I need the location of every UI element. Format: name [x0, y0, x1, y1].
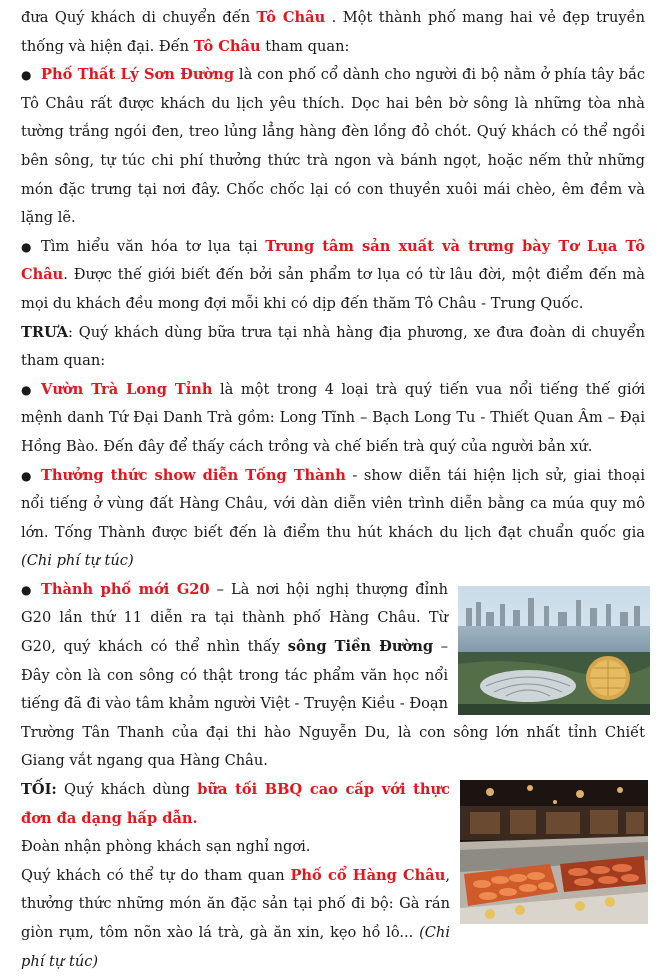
bullet-icon: ●: [21, 239, 32, 254]
bullet-text: là một trong 4 loại trà quý tiến vua nổi tiếng thế giới mệnh danh Tứ Đại Danh Trà gồm: Long Tĩnh – Bạch Long Tu - Thiết Quan Âm – Đại Hồng Bào. Đến đây để thấy cách trồng và chế biến trà quý của người bản xứ.: [21, 380, 646, 455]
place-to-chau: Tô Châu: [256, 9, 326, 26]
bullet-silk-center: [21, 233, 645, 319]
bullet-icon: ●: [21, 468, 32, 483]
place-to-chau: Tô Châu: [193, 37, 261, 55]
bullet-text: Tìm hiểu văn hóa tơ lụa tại: [41, 237, 266, 255]
cost-note: (Chi phí tự túc): [21, 552, 134, 570]
place-title: Thưởng thức show diễn Tống Thành: [41, 466, 346, 484]
bullet-icon: ●: [21, 382, 32, 397]
lunch-paragraph: [21, 319, 645, 376]
bullet-text: - show diễn tái hiện lịch sử, giai thoại nổi tiếng ở vùng đất Hàng Châu, với dàn diễn viên trình diễn bằng ca múa quy mô lớn. Tống Thành được biết đến là điểm thu hút khách du lịch đạt chuẩn quốc gia: [21, 466, 645, 541]
free-time-text: , thưởng thức những món ăn đặc sản tại phố đi bộ: Gà rán giòn rụm, tôm nõn xào lá trà, gà ăn xin, kẹo hồ lô...: [21, 866, 450, 941]
lunch-text: : Quý khách dùng bữa trưa tại nhà hàng địa phương, xe đưa đoàn di chuyển tham quan:: [21, 323, 645, 370]
place-title: Thành phố mới G20: [41, 580, 210, 598]
evening-label: TỐI:: [21, 781, 57, 799]
bullet-text: – Là nơi hội nghị thượng đỉnh G20 lần thứ 11 diễn ra tại thành phố Hàng Châu. Từ G20, quý khách có thể nhìn thấy: [21, 580, 449, 656]
document-page: [21, 4, 645, 976]
bullet-icon: ●: [21, 68, 32, 83]
intro-text: . Một thành phố mang hai vẻ đẹp truyền thống và hiện đại. Đến: [21, 9, 645, 55]
place-title: Phố cổ Hàng Châu: [290, 866, 446, 884]
cost-note: (Chi phí tự túc): [21, 924, 450, 970]
bullet-that-ly-son-duong: [21, 61, 645, 233]
place-title: Vườn Trà Long Tỉnh: [41, 380, 213, 398]
bullet-text: . Được thế giới biết đến bởi sản phẩm tơ lụa có từ lâu đời, một điểm đến mà mọi du khách đều mong đợi mỗi khi có dịp đến thăm Tô Châu - Trung Quốc.: [21, 266, 645, 312]
bullet-long-tinh-tea: [21, 376, 645, 462]
bullet-text: là con phố cổ dành cho người đi bộ nằm ở phía tây bắc Tô Châu rất được khách du lịch yêu thích. Dọc hai bên bờ sông là những tòa nhà tường trắng ngói đen, treo lủng lẳng hàng đèn lồng đỏ chót. Quý khách có thể ngồi bên sông, tự túc chi phí thưởng thức trà ngon và bánh ngọt, hoặc nếm thử những món đặc trưng tại nơi đây. Chốc chốc lại có con thuyền xuôi mái chèo, êm đềm và lặng lẽ.: [21, 66, 646, 227]
bullet-icon: ●: [21, 582, 32, 597]
place-title: Phố Thất Lý Sơn Đường: [41, 66, 235, 84]
g20-city-photo: [458, 586, 650, 715]
river-name: sông Tiền Đường: [287, 638, 434, 656]
place-title: Trung tâm sản xuất và trưng bày Tơ Lụa Tô Châu: [21, 237, 645, 284]
hotel-text: Đoàn nhận phòng khách sạn nghỉ ngơi.: [21, 838, 311, 856]
bbq-buffet-photo: [460, 780, 648, 924]
intro-text: đưa Quý khách di chuyển đến: [21, 9, 257, 26]
bullet-text: – Đây còn là con sông có thật trong tác phẩm văn học nổi tiếng đã đi vào tâm khảm người Việt - Truyện Kiều - Đoạn Trường Tân Thanh của đại thi hào Nguyễn Du, là con sông lớn nhất tỉnh Chiết Giang vắt ngang qua Hàng Châu.: [21, 638, 645, 770]
free-time-text: Quý khách có thể tự do tham quan: [21, 866, 291, 884]
intro-paragraph: [21, 4, 645, 61]
dinner-highlight: bữa tối BBQ cao cấp với thực đơn đa dạng hấp dẫn.: [21, 781, 450, 827]
bullet-tong-thanh-show: [21, 462, 645, 576]
intro-text: tham quan:: [260, 37, 350, 55]
evening-text: Quý khách dùng: [56, 781, 198, 799]
lunch-label: TRƯA: [21, 323, 69, 341]
